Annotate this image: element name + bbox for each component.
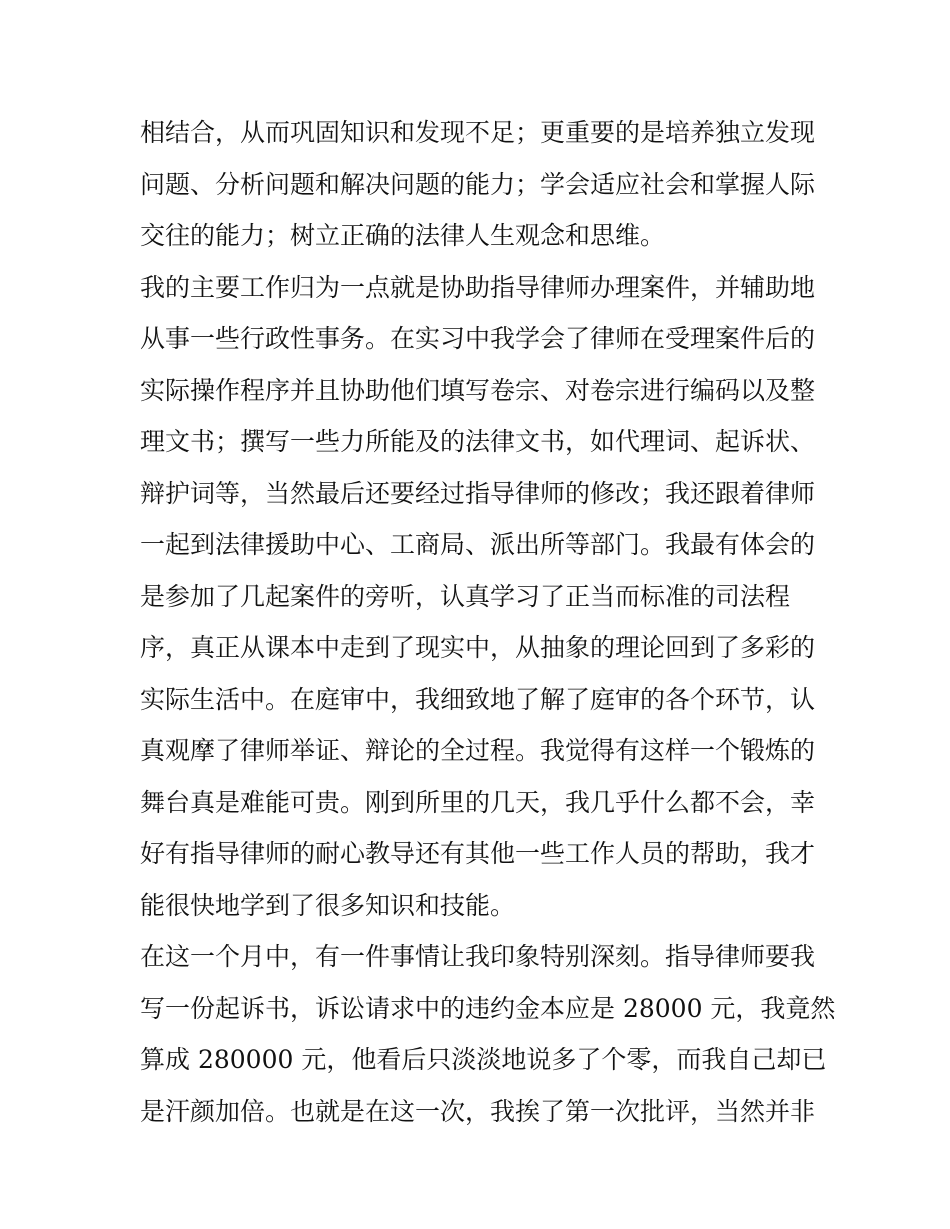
- text-line: 算成 280000 元，他看后只淡淡地说多了个零，而我自己却已: [140, 1045, 827, 1074]
- text-line: 相结合，从而巩固知识和发现不足；更重要的是培养独立发现: [140, 118, 816, 147]
- text-line: 是汗颜加倍。也就是在这一次，我挨了第一次批评，当然并非: [140, 1096, 816, 1126]
- text-line: 是参加了几起案件的旁听，认真学习了正当而标准的司法程: [140, 581, 791, 611]
- text-line: 一起到法律援助中心、工商局、派出所等部门。我最有体会的: [140, 530, 816, 559]
- text-line: 序，真正从课本中走到了现实中，从抽象的理论回到了多彩的: [140, 633, 816, 662]
- text-line: 在这一个月中，有一件事情让我印象特别深刻。指导律师要我: [140, 942, 816, 971]
- text-line: 能很快地学到了很多知识和技能。: [140, 890, 516, 920]
- text-line: 舞台真是难能可贵。刚到所里的几天，我几乎什么都不会，幸: [140, 787, 816, 817]
- text-line: 实际生活中。在庭审中，我细致地了解了庭审的各个环节，认: [140, 684, 816, 714]
- text-line: 交往的能力；树立正确的法律人生观念和思维。: [140, 221, 666, 250]
- text-line: 辩护词等，当然最后还要经过指导律师的修改；我还跟着律师: [140, 478, 816, 508]
- paragraph-3: [140, 931, 836, 1137]
- paragraph-1: [140, 107, 820, 262]
- text-line: 实际操作程序并且协助他们填写卷宗、对卷宗进行编码以及整: [140, 375, 816, 405]
- text-line: 从事一些行政性事务。在实习中我学会了律师在受理案件后的: [140, 324, 816, 353]
- document-body: [140, 107, 836, 1137]
- text-line: 写一份起诉书，诉讼请求中的违约金本应是 28000 元，我竟然: [140, 993, 836, 1023]
- text-line: 真观摩了律师举证、辩论的全过程。我觉得有这样一个锻炼的: [140, 736, 816, 765]
- text-line: 我的主要工作归为一点就是协助指导律师办理案件，并辅助地: [140, 272, 816, 302]
- text-line: 问题、分析问题和解决问题的能力；学会适应社会和掌握人际: [140, 169, 816, 199]
- text-line: 理文书；撰写一些力所能及的法律文书，如代理词、起诉状、: [140, 427, 816, 456]
- paragraph-2: [140, 262, 820, 932]
- text-line: 好有指导律师的耐心教导还有其他一些工作人员的帮助，我才: [140, 839, 816, 868]
